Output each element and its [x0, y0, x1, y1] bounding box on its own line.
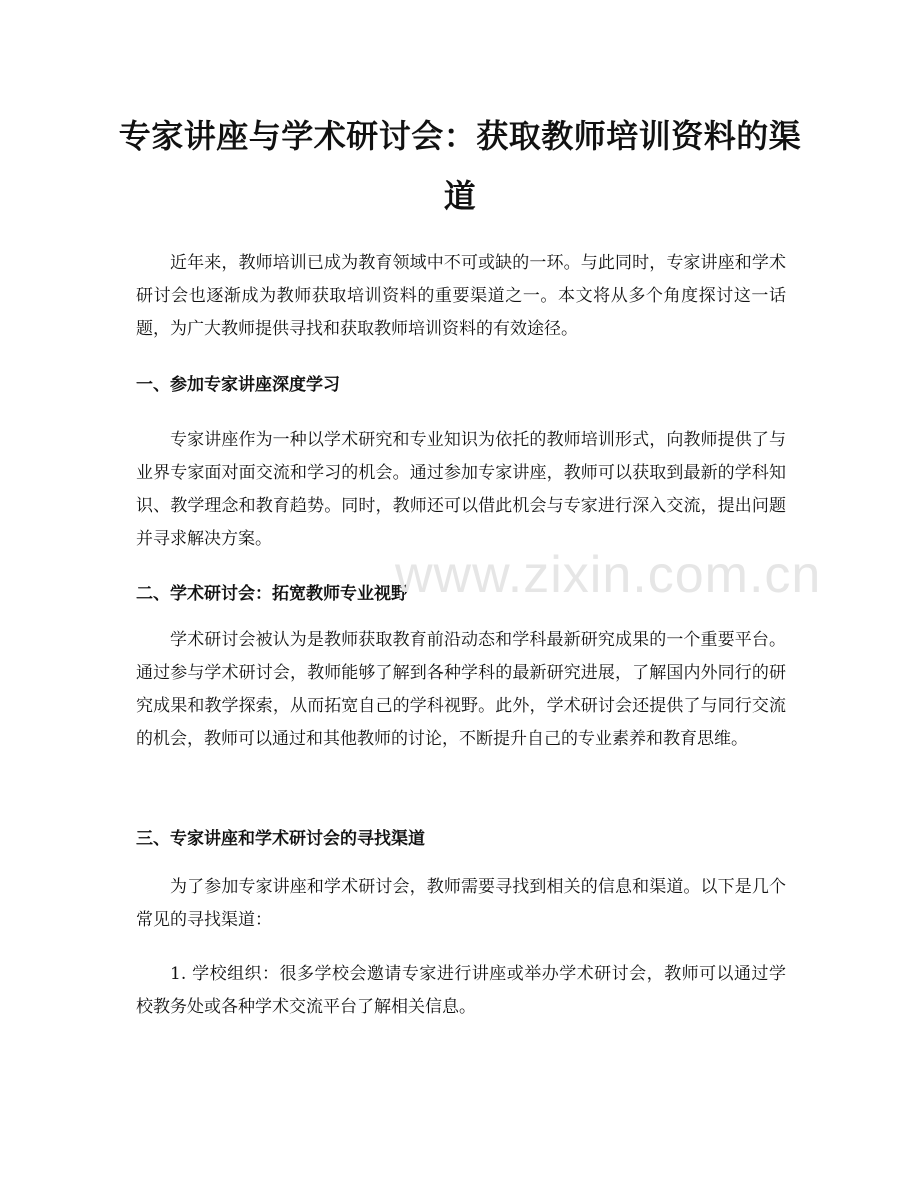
- watermark: www.zixin.com.cn: [395, 546, 822, 604]
- section-1-paragraph: 专家讲座作为一种以学术研究和专业知识为依托的教师培训形式，向教师提供了与业界专家面对面交流和学习的机会。通过参加专家讲座，教师可以获取到最新的学科知识、教学理念和教育趋势。同时，教师还可以借此机会与专家进行深入交流，提出问题并寻求解决方案。: [136, 430, 786, 549]
- intro-paragraph: 近年来，教师培训已成为教育领域中不可或缺的一环。与此同时，专家讲座和学术研讨会也逐渐成为教师获取培训资料的重要渠道之一。本文将从多个角度探讨这一话题，为广大教师提供寻找和获取教师培训资料的有效途径。: [136, 253, 786, 339]
- section-2-paragraph: 学术研讨会被认为是教师获取教育前沿动态和学科最新研究成果的一个重要平台。通过参与学术研讨会，教师能够了解到各种学科的最新研究进展，了解国内外同行的研究成果和教学探索，从而拓宽自己的学科视野。此外，学术研讨会还提供了与同行交流的机会，教师可以通过和其他教师的讨论，不断提升自己的专业素养和教育思维。: [136, 630, 786, 749]
- section-3-heading: 三、专家讲座和学术研讨会的寻找渠道: [136, 829, 425, 849]
- document-title: 专家讲座与学术研讨会：获取教师培训资料的渠道: [118, 117, 802, 215]
- section-3-paragraph: 为了参加专家讲座和学术研讨会，教师需要寻找到相关的信息和渠道。以下是几个常见的寻找渠道：: [136, 877, 786, 930]
- section-2-heading: 二、学术研讨会：拓宽教师专业视野: [136, 584, 408, 604]
- section-1-heading: 一、参加专家讲座深度学习: [136, 375, 340, 395]
- section-3-list-item: 1. 学校组织：很多学校会邀请专家进行讲座或举办学术研讨会，教师可以通过学校教务处或各种学术交流平台了解相关信息。: [136, 964, 786, 1017]
